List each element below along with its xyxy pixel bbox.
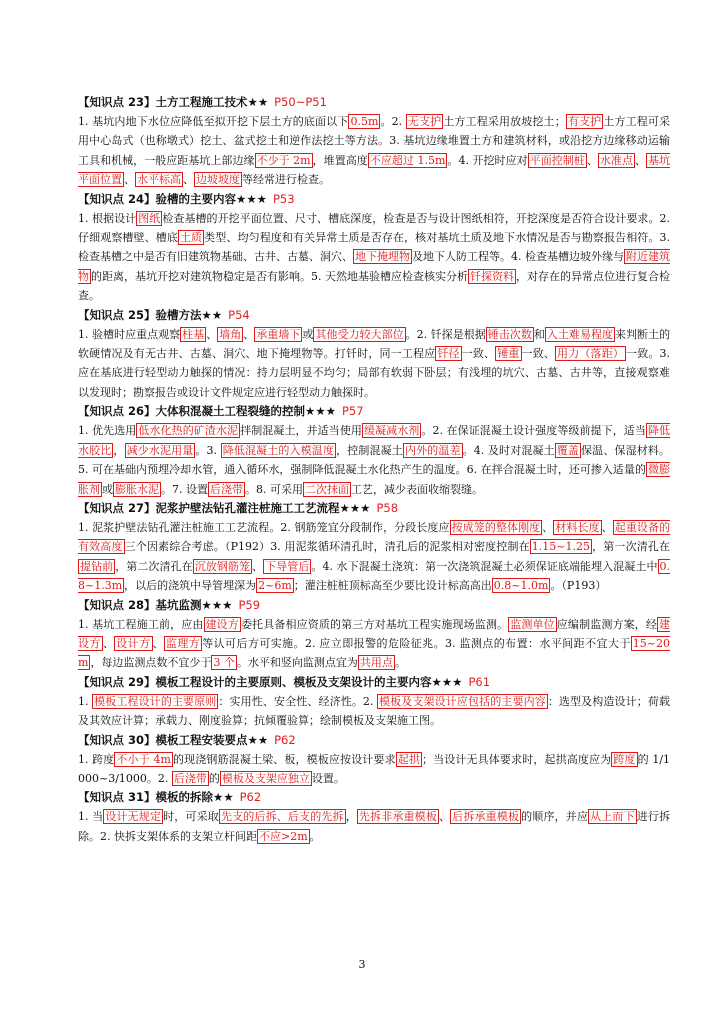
highlighted-term: 设计方: [116, 636, 151, 650]
highlighted-term: 柱基: [182, 327, 205, 341]
body-text: 工艺，减少表面收缩裂缝。: [351, 482, 483, 496]
body-text: 。4. 开挖时应对: [447, 153, 528, 167]
highlighted-term: 钎探资料: [470, 269, 514, 283]
highlighted-term: 跨度: [613, 752, 636, 766]
highlighted-term: 建设方: [78, 617, 671, 650]
page-reference: P62: [274, 732, 296, 747]
section-heading: [78, 93, 670, 112]
knowledge-point-section: [78, 596, 670, 673]
body-text: 土方工程可采用中心岛式（也称墩式）挖土、盆式挖土和逆作法挖土等方法。3. 基坑边缘堆置土方和建筑材料，或沿挖方边缘移动运输工具和机械，一般应距基坑上部边缘: [78, 115, 671, 167]
highlighted-term: 按成笼的整体刚度: [451, 520, 541, 534]
highlighted-term: 3 个: [213, 656, 235, 670]
page-reference: P57: [341, 404, 364, 419]
body-text: 土方工程采用放坡挖土；: [443, 115, 566, 128]
highlighted-term: 无支护: [407, 115, 442, 128]
body-text: 的现浇钢筋混凝土梁、板，模板应按设计要求: [172, 752, 396, 766]
highlighted-term: 监测单位: [510, 617, 555, 631]
highlighted-term: 共用点: [359, 656, 393, 670]
body-text: 、: [243, 327, 255, 341]
highlighted-term: 二次抹面: [305, 482, 349, 496]
section-body: [78, 615, 670, 673]
section-body: [78, 421, 670, 499]
knowledge-point-section: [78, 190, 670, 306]
highlighted-term: 模板工程设计的主要原则: [94, 694, 217, 708]
highlighted-term: 下导管后: [265, 559, 310, 573]
body-text: ，控制混凝土: [336, 443, 403, 457]
section-title: 【知识点 31】模板的拆除★★: [78, 790, 234, 805]
body-text: 时，可采取: [163, 810, 219, 824]
section-body: [78, 692, 670, 731]
section-title: 【知识点 30】模板工程安装要点★★: [78, 732, 269, 747]
body-text: 类型、均匀程度和有关异常土质是否存在，核对基坑土质及地下水情况是否与勘察报告相符。3. 检查基槽之中是否有旧建筑物基础、古井、古墓、洞穴、: [78, 231, 671, 264]
highlighted-term: 有支护: [567, 115, 602, 128]
body-text: 和: [533, 327, 545, 341]
body-text: 的 1/1000~3/1000。2.: [78, 752, 671, 785]
highlighted-term: 0.8~1.0m: [493, 579, 549, 593]
section-heading: [78, 731, 670, 750]
body-text: 拌制混凝土，并适当使用: [240, 424, 362, 438]
body-text: 1. 当: [78, 810, 104, 824]
section-title: 【知识点 25】验槽方法★★: [78, 307, 223, 322]
highlighted-term: 地下掩埋物: [355, 250, 410, 264]
highlighted-term: 先支的后拆、后支的先拆: [220, 810, 344, 824]
highlighted-term: 水准点: [599, 153, 633, 167]
body-text: ；当设计无具体要求时，起拱高度应为: [421, 752, 612, 766]
section-heading: [78, 402, 670, 421]
section-title: 【知识点 29】模板工程设计的主要原则、模板及支架设计的主要内容★★★: [78, 674, 463, 689]
highlighted-term: 承重墙下: [256, 327, 301, 341]
body-text: 及地下人防工程等。4. 检查基槽边坡外缘与: [412, 250, 624, 264]
body-text: 的顺序，并应: [521, 810, 589, 824]
highlighted-term: 材料长度: [555, 520, 600, 534]
body-text: 。水平和竖向监测点宜为: [236, 656, 358, 670]
page-reference: P62: [239, 790, 262, 805]
body-text: 1. 跨度: [78, 752, 115, 766]
knowledge-point-section: [78, 673, 670, 731]
highlighted-term: 钎径: [437, 347, 460, 361]
section-body: [78, 807, 670, 846]
body-text: ：实用性、安全性、经济性。2.: [218, 694, 378, 708]
section-body: [78, 750, 670, 789]
highlighted-term: 水平标高: [137, 173, 181, 187]
body-text: 来判断土的软硬情况及有无古井、古墓、洞穴、地下掩埋物等。打钎时，同一工程应: [78, 327, 671, 361]
highlighted-term: 从上而下: [590, 810, 635, 824]
body-text: 1. 优先选用: [78, 424, 137, 438]
body-text: 、: [183, 173, 194, 187]
knowledge-point-section: [78, 731, 670, 789]
body-text: 、: [601, 520, 613, 534]
body-text: 。2. 钎探是根据: [405, 327, 486, 341]
body-text: ，堆置高度: [312, 153, 368, 167]
highlighted-term: 墙角: [219, 327, 242, 341]
highlighted-term: 后浇带: [210, 482, 243, 496]
body-text: ，以后的浇筑中导管埋深为: [124, 579, 257, 593]
highlighted-term: 低水化热的矿渣水泥: [138, 424, 239, 438]
body-text: 。4. 水下混凝土浇筑：第一次浇筑混凝土必须保证底端能埋入混凝土中: [311, 559, 658, 573]
body-text: ，: [113, 443, 125, 457]
highlighted-term: 缓凝减水剂: [363, 424, 420, 438]
section-title: 【知识点 23】土方工程施工技术★★: [78, 95, 269, 109]
page-number: 3: [358, 958, 366, 971]
body-text: 等经常进行检查。: [242, 173, 330, 187]
section-body: [78, 518, 670, 596]
body-text: 。（P193）: [550, 579, 607, 593]
body-text: 委托具备相应资质的第三方对基坑工程实施现场监测。: [240, 617, 509, 631]
highlighted-term: 基坑平面位置: [78, 153, 671, 187]
body-text: 、: [102, 636, 115, 650]
highlighted-term: 1.15~1.25: [531, 540, 590, 554]
highlighted-term: 起重设备的有效高度: [78, 520, 671, 554]
section-body: [78, 112, 670, 190]
body-text: 一致。3. 应在基底进行轻型动力触探的情况：持力层明显不均匀；局部有软弱下卧层；有浅埋的坑穴、古墓、古井等，直接观察难以发现时；勘察报告或设计文件规定应进行轻型动力触探时。: [78, 347, 671, 399]
body-text: 1. 基坑内地下水位应降低至拟开挖下层土方的底面以下: [78, 115, 349, 128]
section-title: 【知识点 27】泥浆护壁法钻孔灌注桩施工工艺流程★★★: [78, 500, 371, 515]
body-text: 。7. 设置: [161, 482, 208, 496]
body-text: 。: [394, 656, 406, 670]
document-page: [78, 93, 670, 846]
body-text: 等认可后方可实施。2. 应立即报警的危险征兆。3. 监测点的布置：水平间距不宜大于: [202, 636, 631, 650]
section-title: 【知识点 28】基坑监测★★★: [78, 597, 233, 612]
highlighted-term: 起拱: [397, 752, 420, 766]
body-text: 、: [252, 559, 264, 573]
body-text: 应编制监测方案，经: [556, 617, 658, 631]
highlighted-term: 其他受力较大部位: [315, 327, 404, 341]
body-text: 检查基槽的开挖平面位置、尺寸、槽底深度，检查是否与设计图纸相符，开挖深度是否符合设计要求。2. 仔细观察槽壁、槽底: [78, 211, 670, 245]
highlighted-term: 不应超过 1.5m: [369, 153, 446, 167]
page-reference: P58: [376, 500, 399, 515]
body-text: 或: [302, 327, 314, 341]
body-text: 。2. 在保证混凝土设计强度等级前提下，适当: [421, 424, 646, 438]
knowledge-point-section: [78, 788, 670, 846]
section-body: [78, 209, 670, 306]
body-text: 、: [586, 153, 598, 167]
section-heading: [78, 306, 670, 325]
highlighted-term: 膨胀水泥: [115, 482, 159, 496]
body-text: 1. 根据设计: [78, 211, 137, 225]
body-text: 保温、保湿材料。5. 可在基础内预埋冷却水管，通入循环水，强制降低混凝土水化热产生的温度。6. 在拌合混凝土时，还可掺入适量的: [78, 443, 671, 477]
highlighted-term: 微膨胀剂: [78, 463, 671, 496]
body-text: ，对存在的异常点位进行复合检查。: [78, 269, 670, 303]
body-text: 。8. 可采用: [245, 482, 303, 496]
highlighted-term: 降低混凝土的入模温度: [222, 443, 335, 457]
highlighted-term: 土质: [179, 231, 203, 245]
body-text: ：选型及构造设计；荷载及其效应计算；承载力、刚度验算；抗倾覆验算；绘制模板及支架施工图。: [78, 694, 670, 728]
knowledge-point-section: [78, 93, 670, 190]
highlighted-term: 2~6m: [258, 579, 292, 593]
highlighted-term: 锤重: [497, 347, 520, 361]
section-heading: [78, 788, 670, 807]
page-reference: P59: [238, 597, 261, 612]
highlighted-term: 15~20m: [78, 636, 671, 670]
body-text: 三个因素综合考虑。（P192）3. 用泥浆循环清孔时，清孔后的泥浆相对密度控制在: [124, 540, 530, 554]
body-text: 1. 验槽时应重点观察: [78, 327, 181, 341]
highlighted-term: 平面控制桩: [529, 153, 585, 167]
body-text: 、: [634, 153, 647, 167]
body-text: 的: [208, 771, 220, 785]
highlighted-term: 覆盖: [556, 443, 580, 457]
highlighted-term: 监理方: [165, 636, 201, 650]
section-heading: [78, 673, 670, 692]
body-text: 的距离，基坑开挖对建筑物稳定是否有影响。5. 天然地基验槽应检查核实分析: [91, 269, 468, 283]
highlighted-term: 图纸: [138, 211, 161, 225]
section-heading: [78, 499, 670, 518]
highlighted-term: 锤击次数: [487, 327, 532, 341]
page-reference: P54: [228, 307, 250, 322]
highlighted-term: 设计无规定: [105, 810, 162, 824]
body-text: ，第一次清孔在: [591, 540, 671, 554]
highlighted-term: 0.5m: [350, 115, 379, 128]
highlighted-term: 减少水泥用量: [126, 443, 194, 457]
highlighted-term: 建设方: [205, 617, 239, 631]
body-text: ；灌注桩桩顶标高至少要比设计标高高出: [293, 579, 492, 593]
highlighted-term: 模板及支架设计应包括的主要内容: [379, 694, 546, 708]
body-text: 一致、: [461, 347, 496, 361]
highlighted-term: 用力（落距）: [557, 347, 625, 361]
body-text: ，: [345, 810, 357, 824]
highlighted-term: 后浇带: [173, 771, 207, 785]
body-text: 、: [124, 173, 135, 187]
body-text: 、: [542, 520, 554, 534]
highlighted-term: 先拆非承重模板: [358, 810, 437, 824]
body-text: 、: [206, 327, 218, 341]
section-title: 【知识点 26】大体积混凝土工程裂缝的控制★★★: [78, 404, 336, 419]
section-heading: [78, 190, 670, 209]
section-title: 【知识点 24】验槽的主要内容★★★: [78, 191, 267, 206]
page-reference: P53: [272, 191, 295, 206]
knowledge-point-section: [78, 402, 670, 499]
section-body: [78, 325, 670, 403]
highlighted-term: 模板及支架应独立: [221, 771, 310, 785]
body-text: 。: [309, 829, 321, 843]
section-heading: [78, 596, 670, 615]
body-text: ，第二次清孔在: [115, 559, 193, 573]
knowledge-point-section: [78, 499, 670, 596]
highlighted-term: 入土难易程度: [546, 327, 614, 341]
page-reference: P61: [468, 674, 491, 689]
highlighted-term: 沉放钢筋笼: [194, 559, 251, 573]
body-text: 。3.: [195, 443, 221, 457]
body-text: 。2.: [380, 115, 406, 128]
body-text: 、: [152, 636, 164, 650]
body-text: 进行拆除。2. 快拆支架体系的支架立杆间距: [78, 810, 671, 843]
body-text: 、: [439, 810, 451, 824]
highlighted-term: 不小于 4m: [116, 752, 171, 766]
body-text: 1. 泥浆护壁法钻孔灌注桩施工工艺流程。2. 钢筋笼宜分段制作，分段长度应: [78, 520, 450, 534]
highlighted-term: 后拆承重模板: [452, 810, 520, 824]
body-text: ，每边监测点数不宜少于: [90, 656, 212, 670]
knowledge-point-section: [78, 306, 670, 403]
body-text: 。4. 及时对混凝土: [462, 443, 555, 457]
highlighted-term: 不应>2m: [259, 829, 308, 843]
body-text: 1. 基坑工程施工前，应由: [78, 617, 204, 631]
highlighted-term: 不少于 2m: [256, 153, 311, 167]
highlighted-term: 附近建筑物: [78, 250, 670, 283]
highlighted-term: 降低水胶比: [78, 424, 671, 457]
body-text: 一致、: [521, 347, 556, 361]
body-text: 设置。: [311, 771, 345, 785]
highlighted-term: 内外的温差: [404, 443, 461, 457]
page-reference: P50~P51: [274, 95, 327, 109]
body-text: 或: [102, 482, 113, 496]
highlighted-term: 0.8~1.3m: [78, 559, 671, 593]
highlighted-term: 边坡坡度: [196, 173, 240, 187]
highlighted-term: 提钻前: [80, 559, 114, 573]
body-text: 1.: [78, 694, 93, 708]
